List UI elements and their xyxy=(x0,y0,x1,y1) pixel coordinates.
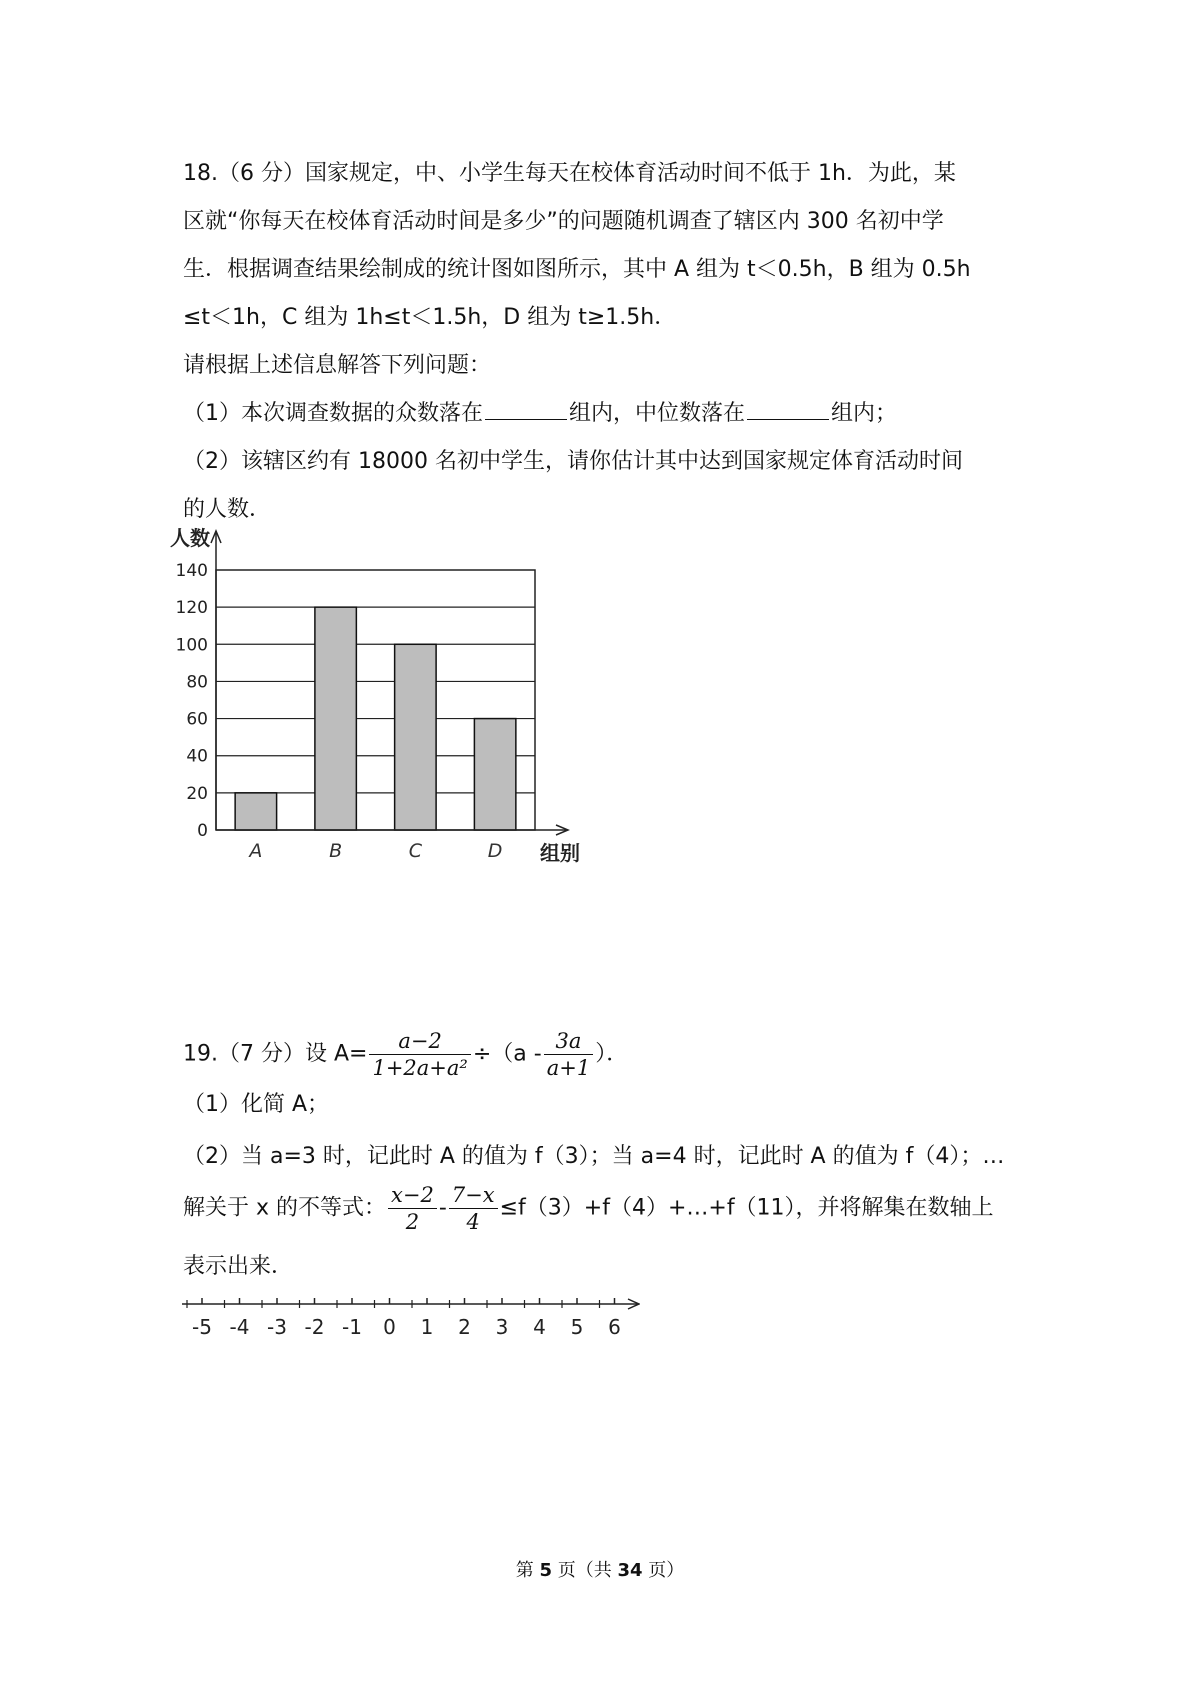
bar-chart xyxy=(170,525,590,880)
q18-part1-text-a: （1）本次调查数据的众数落在 xyxy=(183,401,483,426)
answer-blank-mode xyxy=(485,397,567,420)
y-axis-label: 人数 xyxy=(170,526,210,550)
x-tick-label: A xyxy=(249,840,263,862)
q18-part2-line: 的人数． xyxy=(183,497,272,522)
page-footer xyxy=(0,1556,1200,1582)
q18-line: 请根据上述信息解答下列问题： xyxy=(183,353,492,378)
number-line-label: 5 xyxy=(570,1315,584,1339)
minus-sign: - xyxy=(438,1195,447,1221)
number-line-label: 0 xyxy=(383,1315,396,1339)
chart-labels xyxy=(170,526,580,865)
y-tick-label: 100 xyxy=(175,635,208,656)
y-tick-label: 40 xyxy=(186,746,208,767)
footer-pre: 第 xyxy=(515,1560,540,1581)
q18-line: 区就“你每天在校体育活动时间是多少”的问题随机调查了辖区内 300 名初中学 xyxy=(183,209,944,234)
footer-post: 页） xyxy=(642,1560,685,1581)
q19-intro-b: ÷（a - xyxy=(472,1041,542,1067)
number-line xyxy=(180,1294,640,1344)
fraction-1-denominator: 1+2a+a² xyxy=(372,1056,468,1080)
q19-part1: （1）化简 A； xyxy=(183,1092,330,1117)
q18-part1 xyxy=(183,390,1033,438)
fraction-2 xyxy=(544,1028,593,1081)
number-line-label: -4 xyxy=(229,1315,250,1339)
number-line-label: -5 xyxy=(192,1315,212,1339)
answer-blank-median xyxy=(747,397,829,420)
x-tick-label: C xyxy=(408,840,423,862)
q19-inequality-a: 解关于 x 的不等式： xyxy=(183,1195,387,1221)
x-tick-label: D xyxy=(487,840,503,862)
number-line-label: -1 xyxy=(342,1315,362,1339)
q19-inequality-b: ≤f（3）+f（4）+…+f（11），并将解集在数轴上 xyxy=(499,1195,994,1221)
q19-part2: （2）当 a=3 时，记此时 A 的值为 f（3）；当 a=4 时，记此时 A 的值为 f（4）；… xyxy=(183,1144,1005,1169)
fraction-2-numerator: 3a xyxy=(544,1028,593,1055)
fraction-3-numerator: x−2 xyxy=(388,1182,437,1209)
bar-A xyxy=(235,793,276,830)
fraction-4-numerator: 7−x xyxy=(449,1182,498,1209)
q18-line: 18.（6 分）国家规定，中、小学生每天在校体育活动时间不低于 1h．为此，某 xyxy=(183,161,956,186)
q19-intro xyxy=(183,1028,628,1081)
y-tick-label: 60 xyxy=(186,709,208,730)
q19-intro-c: ）． xyxy=(595,1041,629,1067)
fraction-4 xyxy=(449,1182,498,1235)
footer-mid: 页（共 xyxy=(552,1560,618,1581)
y-tick-label: 120 xyxy=(175,598,208,619)
number-line-label: 4 xyxy=(533,1315,546,1339)
bar-D xyxy=(474,719,515,830)
y-tick-label: 140 xyxy=(175,561,208,581)
y-tick-label: 80 xyxy=(186,672,208,693)
q18-part1-text-c: 组内； xyxy=(831,401,898,426)
fraction-1-numerator: a−2 xyxy=(369,1028,470,1055)
q18-text xyxy=(183,150,1033,534)
q18-line: ≤t＜1h，C 组为 1h≤t＜1.5h，D 组为 t≥1.5h． xyxy=(183,305,677,330)
number-line-label: 1 xyxy=(420,1315,434,1339)
footer-total-pages: 34 xyxy=(617,1560,643,1581)
y-tick-label: 20 xyxy=(186,783,208,804)
q18-line: 生．根据调查结果绘制成的统计图如图所示，其中 A 组为 t＜0.5h，B 组为 0.5h xyxy=(183,257,971,282)
number-line-label: -3 xyxy=(267,1315,287,1339)
q18-part2-line: （2）该辖区约有 18000 名初中学生，请你估计其中达到国家规定体育活动时间 xyxy=(183,449,963,474)
q19-intro-a: 19.（7 分）设 A= xyxy=(183,1041,368,1067)
fraction-3-denominator: 2 xyxy=(405,1210,420,1234)
q18-part1-text-b: 组内，中位数落在 xyxy=(569,401,746,426)
fraction-2-denominator: a+1 xyxy=(546,1056,591,1080)
x-tick-label: B xyxy=(329,840,343,862)
number-line-label: 3 xyxy=(495,1315,509,1339)
q19-inequality xyxy=(183,1182,994,1235)
x-axis-label: 组别 xyxy=(540,841,580,865)
fraction-1 xyxy=(369,1028,470,1081)
footer-page-number: 5 xyxy=(539,1560,552,1581)
number-line-label: -2 xyxy=(304,1315,325,1339)
number-line-label: 2 xyxy=(458,1315,471,1339)
q19-inequality-c: 表示出来． xyxy=(183,1254,294,1279)
fraction-3 xyxy=(388,1182,437,1235)
number-line-label: 6 xyxy=(608,1315,621,1339)
bar-B xyxy=(315,607,356,830)
bar-C xyxy=(395,644,436,830)
y-tick-label: 0 xyxy=(197,821,208,841)
fraction-4-denominator: 4 xyxy=(466,1210,480,1234)
